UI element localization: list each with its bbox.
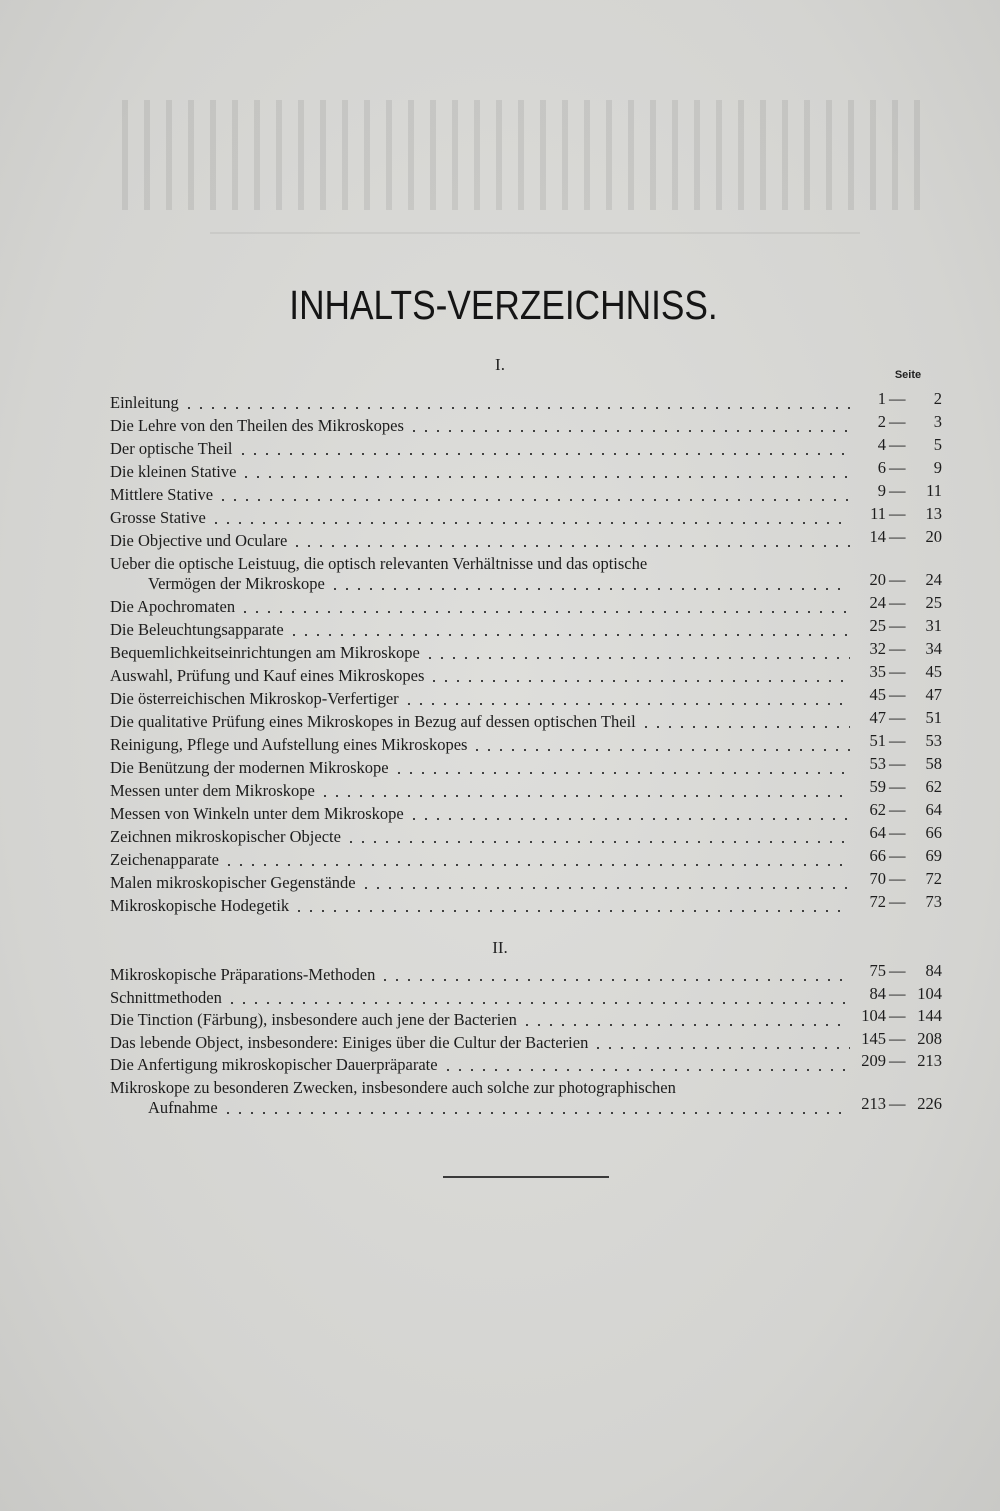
- entry-title: Die Beleuchtungsapparate: [110, 620, 284, 639]
- page-from: 53: [869, 754, 886, 773]
- page-range: [852, 685, 942, 705]
- entry-title: Die Lehre von den Theilen des Mikroskopes: [110, 416, 404, 435]
- range-dash: —: [889, 458, 906, 477]
- range-dash: —: [889, 412, 906, 431]
- page-range: [852, 800, 942, 820]
- page-from: 11: [870, 504, 886, 523]
- page-range: [852, 892, 942, 912]
- toc-entry: [110, 1010, 850, 1030]
- page-to: 66: [925, 823, 942, 842]
- page-to: 73: [925, 892, 942, 911]
- page-range: [852, 777, 942, 797]
- range-dash: —: [889, 685, 906, 704]
- page-from: 6: [877, 458, 886, 477]
- range-dash: —: [889, 1028, 906, 1048]
- page-to: 25: [925, 593, 942, 612]
- closing-rule: [443, 1176, 609, 1178]
- show-through-rule: [210, 232, 860, 234]
- entry-title: Die Objective und Oculare: [110, 531, 288, 550]
- dot-leader: [424, 657, 850, 659]
- entry-title: Die Apochromaten: [110, 597, 236, 616]
- dot-leader: [293, 910, 850, 912]
- page-to: 51: [925, 708, 942, 727]
- page-range: [852, 754, 942, 774]
- page-to: 213: [917, 1051, 942, 1071]
- page-from: 24: [869, 593, 886, 612]
- dot-leader: [239, 611, 850, 613]
- page-range: [852, 389, 942, 409]
- dot-leader: [222, 1112, 850, 1114]
- toc-entry: [110, 965, 850, 985]
- page-from: 47: [869, 708, 886, 727]
- range-dash: —: [889, 1051, 906, 1071]
- dot-leader: [360, 887, 850, 889]
- entry-title: Messen von Winkeln unter dem Mikroskope: [110, 804, 404, 823]
- page-from: 70: [869, 869, 886, 888]
- entry-title: Messen unter dem Mikroskope: [110, 781, 315, 800]
- page-from: 64: [869, 823, 886, 842]
- page-from: 1: [877, 389, 886, 408]
- entry-title: Mikroskopische Hodegetik: [110, 896, 290, 915]
- page-range: [852, 412, 942, 432]
- page-to: 34: [925, 639, 942, 658]
- entry-title: Reinigung, Pflege und Aufstellung eines Mikroskopes: [110, 735, 468, 754]
- dot-leader: [521, 1024, 850, 1026]
- page-to: 104: [917, 983, 942, 1003]
- dot-leader: [408, 818, 850, 820]
- range-dash: —: [889, 527, 906, 546]
- range-dash: —: [889, 983, 906, 1003]
- range-dash: —: [889, 616, 906, 635]
- page-range: [852, 1006, 942, 1026]
- page-to: 64: [925, 800, 942, 819]
- page-range: [852, 570, 942, 590]
- dot-leader: [471, 749, 850, 751]
- toc-entry: [110, 712, 850, 732]
- page-to: 3: [933, 412, 942, 431]
- page-range: [852, 823, 942, 843]
- toc-entry: [110, 666, 850, 686]
- entry-title: Mittlere Stative: [110, 485, 214, 504]
- page-from: 66: [869, 846, 886, 865]
- toc-entry: [110, 554, 850, 594]
- page-to: 208: [917, 1028, 942, 1048]
- page-from: 9: [877, 481, 886, 500]
- page-range: [852, 984, 942, 1004]
- page-from: 20: [869, 570, 886, 589]
- toc-entry: [110, 416, 850, 436]
- range-dash: —: [889, 892, 906, 911]
- page-from: 213: [861, 1094, 886, 1113]
- page-from: 2: [877, 412, 886, 431]
- page-column-label: Seite: [894, 369, 922, 381]
- range-dash: —: [889, 846, 906, 865]
- page-from: 14: [869, 527, 886, 546]
- page-title: INHALTS-VERZEICHNISS.: [289, 282, 718, 328]
- toc-entry: [110, 827, 850, 847]
- page-to: 72: [925, 869, 942, 888]
- page-range: [852, 616, 942, 636]
- dot-leader: [288, 634, 850, 636]
- toc-entry: [110, 620, 850, 640]
- page-to: 69: [925, 846, 942, 865]
- dot-leader: [237, 453, 851, 455]
- page-to: 24: [925, 570, 942, 589]
- entry-title-continued: Vermögen der Mikroskope: [148, 574, 325, 593]
- toc-entry: [110, 531, 850, 551]
- dot-leader: [442, 1069, 850, 1071]
- entry-title: Einleitung: [110, 393, 179, 412]
- entry-title: Bequemlichkeitseinrichtungen am Mikroskope: [110, 643, 420, 662]
- entry-title: Die österreichischen Mikroskop-Verfertiger: [110, 689, 399, 708]
- page-from: 145: [861, 1028, 886, 1048]
- page-range: [852, 435, 942, 455]
- page-from: 84: [869, 983, 886, 1003]
- page-from: 4: [877, 435, 886, 454]
- page-from: 59: [869, 777, 886, 796]
- page-range: [852, 527, 942, 547]
- range-dash: —: [889, 662, 906, 681]
- dot-leader: [217, 499, 850, 501]
- entry-title: Grosse Stative: [110, 508, 206, 527]
- page-from: 75: [869, 961, 886, 980]
- entry-title: Der optische Theil: [110, 439, 233, 458]
- page-range: [852, 731, 942, 751]
- page-to: 11: [926, 481, 942, 500]
- toc-entry: [110, 643, 850, 663]
- range-dash: —: [889, 961, 906, 980]
- page-range: [852, 869, 942, 889]
- toc-entry: [110, 758, 850, 778]
- dot-leader: [291, 545, 850, 547]
- dot-leader: [379, 979, 850, 981]
- toc-entry: [110, 462, 850, 482]
- dot-leader: [393, 772, 850, 774]
- dot-leader: [226, 1002, 850, 1004]
- page-to: 2: [933, 389, 942, 408]
- range-dash: —: [889, 869, 906, 888]
- page-to: 31: [925, 616, 942, 635]
- entry-title: Zeichnen mikroskopischer Objecte: [110, 827, 341, 846]
- page-range: [852, 1029, 942, 1049]
- show-through-heading: [120, 100, 920, 210]
- entry-title: Mikroskopische Präparations-Methoden: [110, 965, 376, 984]
- page-range: [852, 504, 942, 524]
- page-from: 104: [861, 1006, 886, 1026]
- range-dash: —: [889, 504, 906, 523]
- page-range: [852, 593, 942, 613]
- page-range: [852, 1094, 942, 1114]
- range-dash: —: [889, 481, 906, 500]
- page-to: 5: [933, 435, 942, 454]
- dot-leader: [210, 522, 850, 524]
- dot-leader: [408, 430, 850, 432]
- toc-entry: [110, 597, 850, 617]
- toc-entry: [110, 850, 850, 870]
- toc-entry: [110, 485, 850, 505]
- range-dash: —: [889, 435, 906, 454]
- page-to: 20: [925, 527, 942, 546]
- page-range: [852, 846, 942, 866]
- range-dash: —: [889, 754, 906, 773]
- dot-leader: [640, 726, 850, 728]
- dot-leader: [240, 476, 850, 478]
- dot-leader: [319, 795, 850, 797]
- page-from: 32: [869, 639, 886, 658]
- dot-leader: [345, 841, 850, 843]
- range-dash: —: [889, 639, 906, 658]
- toc-entry: [110, 873, 850, 893]
- range-dash: —: [889, 777, 906, 796]
- toc-entry: [110, 804, 850, 824]
- dot-leader: [403, 703, 850, 705]
- toc-entry: [110, 988, 850, 1008]
- page-to: 13: [925, 504, 942, 523]
- range-dash: —: [889, 1006, 906, 1026]
- toc-entry: [110, 508, 850, 528]
- page-range: [852, 1051, 942, 1071]
- range-dash: —: [889, 708, 906, 727]
- page-from: 209: [861, 1051, 886, 1071]
- page-range: [852, 639, 942, 659]
- page-range: [852, 961, 942, 981]
- page-to: 53: [925, 731, 942, 750]
- range-dash: —: [889, 823, 906, 842]
- toc-entry: [110, 439, 850, 459]
- entry-title: Malen mikroskopischer Gegenstände: [110, 873, 356, 892]
- entry-title: Auswahl, Prüfung und Kauf eines Mikroskopes: [110, 666, 425, 685]
- section-heading-2: II.: [492, 938, 508, 957]
- range-dash: —: [889, 570, 906, 589]
- range-dash: —: [889, 800, 906, 819]
- page-to: 47: [925, 685, 942, 704]
- range-dash: —: [889, 731, 906, 750]
- page-to: 84: [925, 961, 942, 980]
- toc-entry: [110, 1078, 850, 1118]
- page-to: 144: [917, 1006, 942, 1026]
- section-heading-1: I.: [495, 355, 505, 374]
- page-to: 45: [925, 662, 942, 681]
- dot-leader: [592, 1047, 850, 1049]
- entry-title: Die Anfertigung mikroskopischer Dauerpräparate: [110, 1055, 438, 1075]
- page-range: [852, 458, 942, 478]
- page-from: 45: [869, 685, 886, 704]
- range-dash: —: [889, 389, 906, 408]
- dot-leader: [183, 407, 850, 409]
- entry-title: Ueber die optische Leistuug, die optisch relevanten Verhältnisse und das optische: [110, 554, 648, 573]
- entry-title-continued: Aufnahme: [148, 1098, 218, 1117]
- page-to: 62: [925, 777, 942, 796]
- toc-entry: [110, 1055, 850, 1075]
- dot-leader: [428, 680, 850, 682]
- toc-entry: [110, 896, 850, 916]
- toc-entry: [110, 781, 850, 801]
- page-from: 62: [869, 800, 886, 819]
- page-to: 9: [933, 458, 942, 477]
- toc-entry: [110, 735, 850, 755]
- toc-entry: [110, 689, 850, 709]
- page-to: 226: [917, 1094, 942, 1113]
- entry-title: Schnittmethoden: [110, 987, 222, 1007]
- entry-title: Das lebende Object, insbesondere: Einiges über die Cultur der Bacterien: [110, 1032, 589, 1052]
- page-range: [852, 662, 942, 682]
- entry-title: Die qualitative Prüfung eines Mikroskopes in Bezug auf dessen optischen Theil: [110, 712, 636, 731]
- page-range: [852, 481, 942, 501]
- range-dash: —: [889, 1094, 906, 1113]
- toc-entry: [110, 1033, 850, 1053]
- entry-title: Die Benützung der modernen Mikroskope: [110, 758, 389, 777]
- entry-title: Mikroskope zu besonderen Zwecken, insbesondere auch solche zur photographischen: [110, 1078, 676, 1097]
- range-dash: —: [889, 593, 906, 612]
- toc-entry: [110, 393, 850, 413]
- dot-leader: [329, 588, 850, 590]
- page-to: 58: [925, 754, 942, 773]
- page-from: 51: [869, 731, 886, 750]
- page-from: 35: [869, 662, 886, 681]
- entry-title: Die Tinction (Färbung), insbesondere auch jene der Bacterien: [110, 1010, 517, 1030]
- entry-title: Zeichenapparate: [110, 850, 220, 869]
- page-from: 72: [869, 892, 886, 911]
- page-range: [852, 708, 942, 728]
- dot-leader: [223, 864, 850, 866]
- entry-title: Die kleinen Stative: [110, 462, 237, 481]
- page-from: 25: [869, 616, 886, 635]
